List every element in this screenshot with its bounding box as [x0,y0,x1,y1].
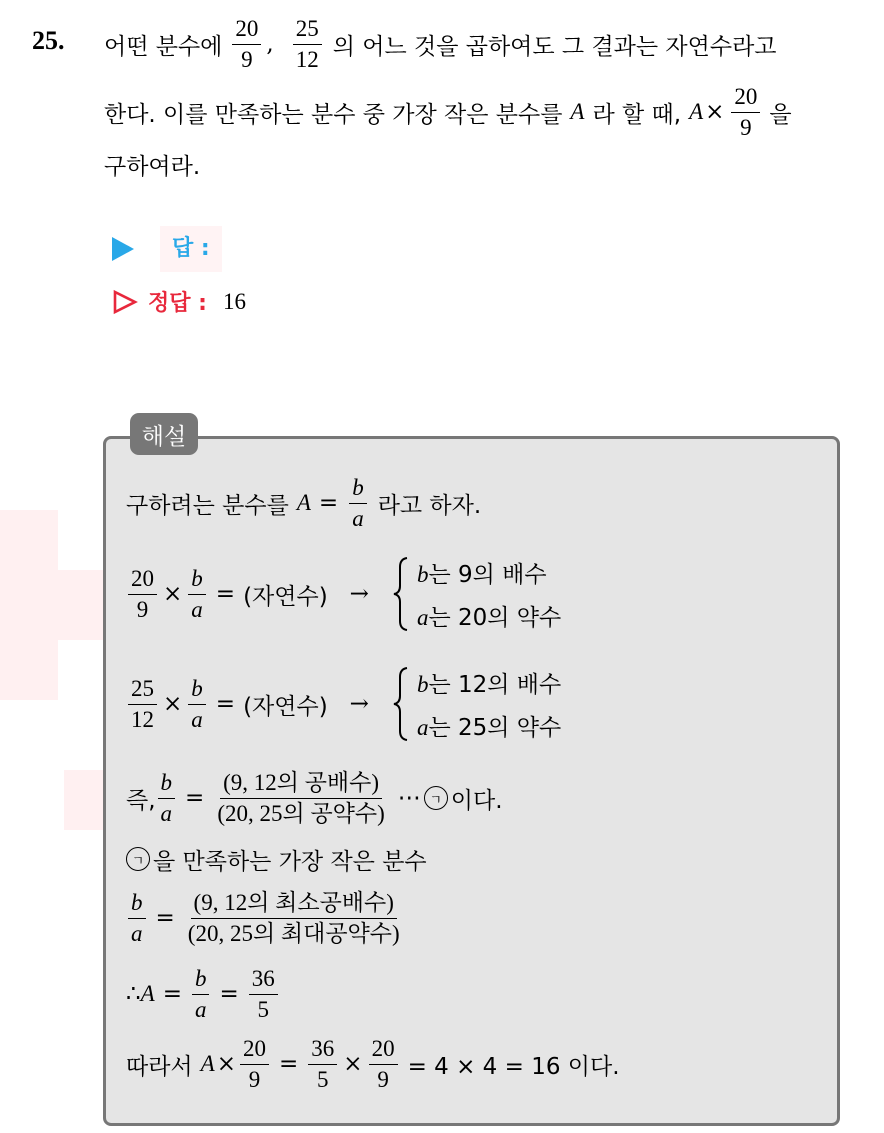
denominator: 9 [241,46,253,72]
natural-number-text: (자연수) [243,693,328,720]
cases-group [417,556,561,632]
explanation-line-4 [126,766,503,830]
fraction-b-a [158,770,176,826]
explanation-text: 라고 하자. [377,492,482,519]
times-sign: × [163,581,183,607]
equals-sign: = [279,1051,299,1077]
circled-label-icon: ㄱ [424,786,448,810]
fraction-20-9 [731,84,760,140]
fraction-20-9 [128,566,157,622]
variable-A: A [200,1051,215,1076]
numerator: 20 [369,1036,398,1064]
case-row [417,666,561,699]
equals-sign: = [318,490,339,516]
variable-A: A [296,490,311,515]
solution-row [112,286,246,317]
numerator: 20 [731,84,760,112]
fraction-b-a [192,966,210,1022]
fraction-20-9 [232,16,261,72]
numerator: b [188,566,206,594]
solution-label: 정답 : [148,291,207,316]
denominator: 9 [136,596,149,622]
cases-group [417,666,561,742]
case-text: 는 25의 약수 [428,715,562,741]
variable-a: a [416,605,429,630]
fraction-36-5 [249,966,278,1022]
denominator: 12 [295,46,319,72]
equals-sign: = [219,981,239,1007]
case-text: 는 20의 약수 [428,605,562,631]
right-arrow-icon: → [349,691,369,717]
denominator: 9 [248,1066,261,1092]
denominator: 5 [257,996,270,1022]
numerator: 20 [128,566,157,594]
equals-sign: = [162,981,182,1007]
numerator: b [158,770,176,798]
case-text: 는 9의 배수 [428,562,547,588]
left-brace-icon [393,557,409,631]
numerator: 36 [308,1036,337,1064]
fraction-b-a [349,475,367,531]
explanation-line-2 [126,548,561,640]
numerator: 25 [293,16,322,44]
variable-A: A [570,99,585,124]
explanation-line-6 [126,886,405,950]
explanation-text: 따라서 [126,1053,193,1080]
watermark-block [64,770,104,830]
numerator: b [349,475,367,503]
equals-sign: = [215,581,236,607]
circled-label-icon: ㄱ [126,847,150,871]
question-text: 한다. 이를 만족하는 분수 중 가장 작은 분수를 [104,101,563,128]
fraction-lcm-gcd [185,890,403,946]
explanation-text: 을 만족하는 가장 작은 분수 [153,848,427,875]
denominator: a [191,596,203,622]
numerator: 20 [240,1036,269,1064]
fraction-20-9 [369,1036,398,1092]
denominator: 9 [740,114,752,140]
explanation-line-5 [126,840,427,878]
solution-value: 16 [222,288,246,314]
equals-sign: = [215,691,236,717]
question-line-2 [104,82,792,142]
therefore-sign: ∴ [126,981,141,1007]
fraction-25-12 [293,16,322,72]
numerator: 36 [249,966,278,994]
numerator: b [128,890,146,918]
denominator: a [352,505,364,531]
denominator: (20, 25의 공약수) [217,800,385,826]
denominator: a [160,800,173,826]
denominator: a [131,920,143,946]
fraction-25-12 [128,676,157,732]
explanation-text: 이다. [450,787,503,814]
numerator: 25 [128,676,157,704]
case-row [417,599,561,632]
equals-sign: = [155,905,175,931]
question-text: 어떤 분수에 [104,33,223,60]
comma: , [266,31,274,57]
question-line-3 [104,144,200,184]
question-text: 의 어느 것을 곱하여도 그 결과는 자연수라고 [332,33,777,60]
question-text: 구하여라. [104,153,201,180]
denominator: a [191,706,203,732]
explanation-line-8 [126,1032,620,1096]
fraction-b-a [128,890,146,946]
explanation-text: = 4 × 4 = 16 이다. [407,1053,620,1080]
numerator: b [188,676,206,704]
right-arrow-icon: → [349,581,369,607]
ellipsis: ⋯ [397,785,421,811]
variable-b: b [416,672,429,697]
denominator: 9 [377,1066,389,1092]
watermark-block [0,510,58,700]
numerator: (9, 12의 최소공배수) [191,890,397,918]
fraction-b-a [188,566,206,622]
outline-arrow-icon [112,289,138,315]
question-number: 25. [32,26,65,55]
variable-A: A [140,981,155,1006]
denominator: 12 [131,706,154,732]
variable-a: a [416,715,429,740]
denominator: (20, 25의 최대공약수) [187,920,400,946]
times-sign: × [163,691,183,717]
explanation-text: 구하려는 분수를 [126,492,289,519]
explanation-text: 즉, [126,787,156,814]
case-row [417,709,561,742]
explanation-line-7 [126,962,280,1026]
numerator: (9, 12의 공배수) [220,770,382,798]
fraction-common [214,770,387,826]
explanation-tab: 해설 [130,413,198,455]
answer-row [112,226,222,272]
question-text: 라 할 때, [592,101,682,128]
variable-A: A [689,99,704,124]
equals-sign: = [185,785,205,811]
numerator: b [192,966,210,994]
explanation-line-3 [126,658,561,750]
times-sign: × [343,1051,363,1077]
fraction-20-9 [240,1036,269,1092]
times-sign: × [705,99,725,125]
case-row [417,556,561,589]
fraction-b-a [188,676,206,732]
question-text: 을 [769,101,792,128]
left-brace-icon [393,667,409,741]
variable-b: b [416,562,429,587]
fraction-36-5 [308,1036,337,1092]
natural-number-text: (자연수) [243,583,328,610]
play-arrow-icon [112,237,134,261]
denominator: a [194,996,207,1022]
denominator: 5 [317,1066,329,1092]
watermark-block [58,570,104,640]
explanation-line-1 [126,472,481,534]
answer-label: 답 : [160,226,222,272]
times-sign: × [216,1051,236,1077]
numerator: 20 [232,16,261,44]
case-text: 는 12의 배수 [428,672,562,698]
question-line-1 [104,14,777,74]
